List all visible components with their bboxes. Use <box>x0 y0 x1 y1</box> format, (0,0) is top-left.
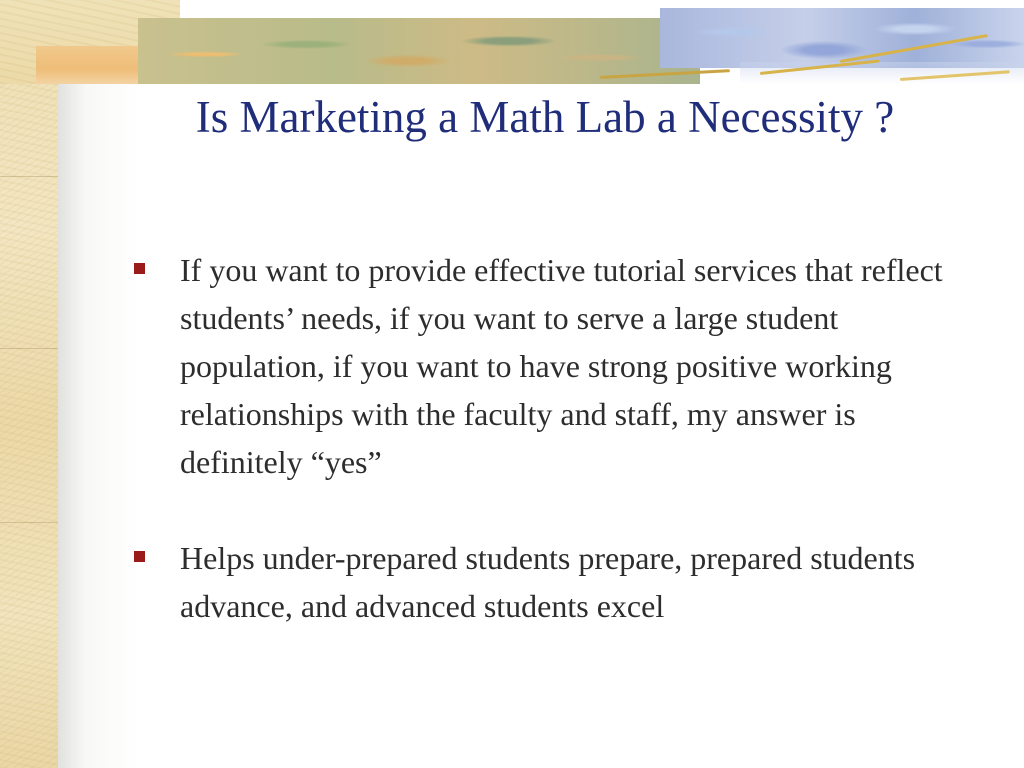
bullet-item <box>126 246 986 486</box>
strip-seam <box>0 522 58 523</box>
bullet-list <box>126 246 986 630</box>
bullet-item <box>126 534 986 630</box>
bullet-text: Helps under-prepared students prepare, prepared students advance, and advanced students excel <box>180 540 916 624</box>
slide-title: Is Marketing a Math Lab a Necessity ? <box>195 92 895 142</box>
leaf-texture-panel <box>138 18 700 84</box>
strip-seam <box>0 348 58 349</box>
square-bullet-icon <box>134 263 145 274</box>
square-bullet-icon <box>134 551 145 562</box>
parchment-side-strip <box>0 0 58 768</box>
bullet-text: If you want to provide effective tutorial services that reflect students’ needs, if you want to serve a large student population, if you want to have strong positive working relationships with the faculty and staff, my answer is definitely “yes” <box>180 252 943 480</box>
strip-seam <box>0 176 58 177</box>
top-decorative-banner <box>0 0 1024 84</box>
